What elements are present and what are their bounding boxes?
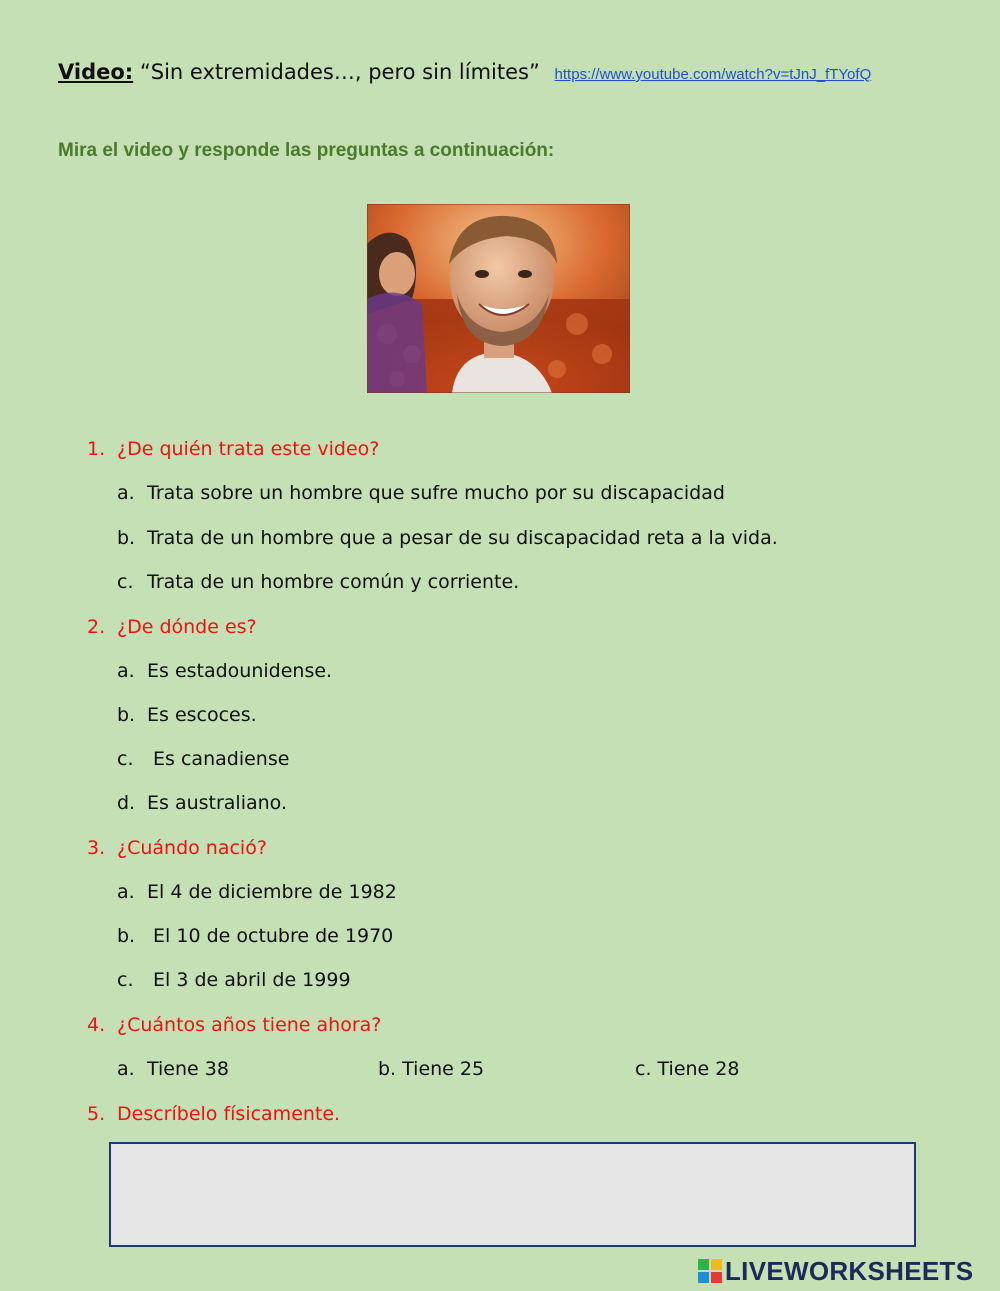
question-number: 2. <box>87 616 106 638</box>
option-text: Tiene 38 <box>147 1058 229 1080</box>
option-text: El 3 de abril de 1999 <box>147 969 351 991</box>
option-text: b. Tiene 25 <box>378 1058 485 1080</box>
option-3b[interactable] <box>117 925 393 947</box>
video-thumbnail-image <box>367 204 630 393</box>
option-1c[interactable] <box>117 571 519 593</box>
question-number: 5. <box>87 1103 106 1125</box>
option-text: Es canadiense <box>147 748 290 770</box>
option-text: Es estadounidense. <box>147 660 333 682</box>
option-3a[interactable] <box>117 881 397 903</box>
question-3 <box>87 837 267 859</box>
option-text: El 4 de diciembre de 1982 <box>147 881 397 903</box>
question-4 <box>87 1014 381 1036</box>
question-text: ¿De dónde es? <box>117 616 257 638</box>
question-number: 4. <box>87 1014 106 1036</box>
liveworksheets-logo-icon <box>698 1259 722 1283</box>
option-letter: a. <box>117 881 135 903</box>
option-letter: d. <box>117 792 136 814</box>
video-link[interactable]: https://www.youtube.com/watch?v=tJnJ_fTYofQ <box>554 66 872 83</box>
option-letter: c. <box>117 969 134 991</box>
question-text: ¿De quién trata este video? <box>117 438 380 460</box>
video-header <box>58 60 978 84</box>
option-1b[interactable] <box>117 527 778 549</box>
option-text: Es escoces. <box>147 704 257 726</box>
option-2a[interactable] <box>117 660 332 682</box>
option-letter: a. <box>117 1058 135 1080</box>
question-text: ¿Cuántos años tiene ahora? <box>117 1014 382 1036</box>
logo-text: LIVEWORKSHEETS <box>725 1255 974 1286</box>
video-label: Video: <box>58 60 134 84</box>
option-text: Es australiano. <box>147 792 288 814</box>
option-4b[interactable] <box>378 1058 484 1080</box>
option-4c[interactable] <box>635 1058 739 1080</box>
option-3c[interactable] <box>117 969 351 991</box>
question-2 <box>87 616 257 638</box>
question-number: 1. <box>87 438 106 460</box>
video-title: “Sin extremidades…, pero sin límites” <box>133 60 547 84</box>
option-text: Trata de un hombre que a pesar de su discapacidad reta a la vida. <box>147 527 778 549</box>
option-letter: a. <box>117 660 135 682</box>
option-text: El 10 de octubre de 1970 <box>147 925 394 947</box>
option-letter: c. <box>117 748 134 770</box>
option-letter: b. <box>117 527 136 549</box>
question-5 <box>87 1103 340 1125</box>
option-letter: b. <box>117 704 136 726</box>
option-letter: c. <box>117 571 134 593</box>
question-text: Descríbelo físicamente. <box>117 1103 341 1125</box>
option-letter: b. <box>117 925 136 947</box>
option-2d[interactable] <box>117 792 287 814</box>
liveworksheets-logo <box>698 1256 973 1286</box>
question-text: ¿Cuándo nació? <box>117 837 267 859</box>
option-2c[interactable] <box>117 748 289 770</box>
option-2b[interactable] <box>117 704 257 726</box>
question-1 <box>87 438 379 460</box>
instructions: Mira el video y responde las preguntas a continuación: <box>58 140 555 161</box>
option-1a[interactable] <box>117 482 725 504</box>
answer-textbox[interactable] <box>109 1142 916 1247</box>
option-4a[interactable] <box>117 1058 229 1080</box>
option-letter: a. <box>117 482 135 504</box>
question-number: 3. <box>87 837 106 859</box>
option-text: Trata de un hombre común y corriente. <box>147 571 520 593</box>
option-text: c. Tiene 28 <box>635 1058 740 1080</box>
option-text: Trata sobre un hombre que sufre mucho por su discapacidad <box>147 482 725 504</box>
